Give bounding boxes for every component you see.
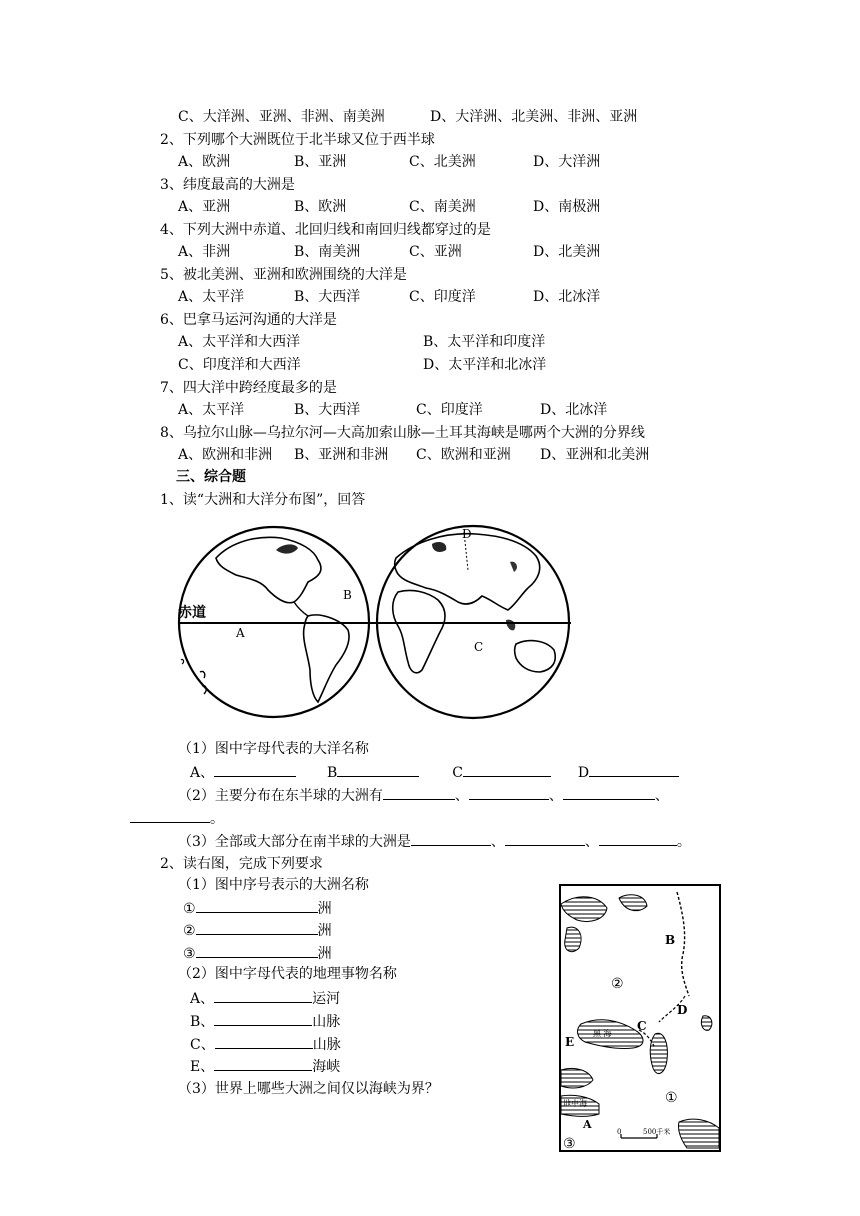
feature-row-c: C、 山脉 bbox=[190, 1034, 341, 1055]
p2-sub3: （3）世界上哪些大洲之间仅以海峡为界？ bbox=[178, 1081, 439, 1097]
q2-option-a[interactable]: A、欧洲 bbox=[178, 154, 231, 170]
feature-row-e: E、 海峡 bbox=[190, 1056, 340, 1077]
blank-c[interactable] bbox=[463, 762, 551, 777]
q2-option-c[interactable]: C、北美洲 bbox=[409, 154, 476, 170]
blank-feature-b[interactable] bbox=[214, 1011, 312, 1026]
feature-row-a: A、 运河 bbox=[190, 988, 340, 1009]
blank-b[interactable] bbox=[337, 762, 419, 777]
q1-option-d: D、大洋洲、北美洲、非洲、亚洲 bbox=[430, 109, 638, 125]
scale-zero: 0 bbox=[617, 1128, 622, 1136]
p2-sub2: （2）图中字母代表的地理事物名称 bbox=[178, 966, 397, 982]
australia-shape bbox=[515, 641, 556, 672]
q3-option-b[interactable]: B、欧洲 bbox=[294, 199, 347, 215]
q4-option-c[interactable]: C、亚洲 bbox=[409, 244, 462, 260]
question-stem-8: 8、乌拉尔山脉—乌拉尔河—大高加索山脉—土耳其海峡是哪两个大洲的分界线 bbox=[160, 425, 645, 441]
blank-label-b: B bbox=[327, 765, 338, 781]
q6-option-c[interactable]: C、印度洋和大西洋 bbox=[178, 357, 301, 373]
black-sea-label: 黑 海 bbox=[593, 1029, 612, 1038]
map2-label-3: ③ bbox=[563, 1136, 576, 1152]
p1-sub2: （2）主要分布在东半球的大洲有 、 、 、 bbox=[178, 785, 669, 806]
caspian-shape bbox=[650, 1033, 667, 1073]
blank-east-2[interactable] bbox=[469, 785, 549, 800]
q2-option-d[interactable]: D、大洋洲 bbox=[533, 154, 601, 170]
q5-option-c[interactable]: C、印度洋 bbox=[409, 289, 476, 305]
blank-d[interactable] bbox=[589, 762, 679, 777]
ocean-label-d: D bbox=[462, 527, 472, 541]
blank-east-3[interactable] bbox=[563, 785, 655, 800]
q4-option-b[interactable]: B、南美洲 bbox=[294, 244, 361, 260]
eurasia-shape bbox=[395, 534, 540, 610]
q3-option-c[interactable]: C、南美洲 bbox=[409, 199, 476, 215]
question-stem-6: 6、巴拿马运河沟通的大洋是 bbox=[160, 312, 337, 328]
q5-option-d[interactable]: D、北冰洋 bbox=[533, 289, 601, 305]
p2-stem: 2、读右图，完成下列要求 bbox=[160, 856, 323, 872]
q7-option-d[interactable]: D、北冰洋 bbox=[540, 402, 608, 418]
map2-label-1: ① bbox=[665, 1090, 678, 1106]
ocean-label-a: A bbox=[236, 626, 245, 640]
continent-row-1: ① 洲 bbox=[183, 898, 332, 919]
equator-label: 赤道 bbox=[178, 605, 206, 621]
continent-row-3: ③ 洲 bbox=[183, 943, 332, 964]
q7-option-c[interactable]: C、印度洋 bbox=[416, 402, 483, 418]
question-stem-3: 3、纬度最高的大洲是 bbox=[160, 177, 295, 193]
blank-south-2[interactable] bbox=[505, 831, 585, 846]
feature-row-b: B、 山脉 bbox=[190, 1011, 340, 1032]
q8-option-a[interactable]: A、欧洲和非洲 bbox=[178, 447, 273, 463]
scale-label: 500千米 bbox=[643, 1128, 671, 1136]
blank-south-1[interactable] bbox=[411, 831, 491, 846]
blank-continent-3[interactable] bbox=[196, 943, 318, 958]
map2-label-d: D bbox=[677, 1003, 688, 1017]
q6-option-b[interactable]: B、太平洋和印度洋 bbox=[423, 334, 546, 350]
continent-row-2: ② 洲 bbox=[183, 920, 332, 941]
blank-feature-c[interactable] bbox=[215, 1034, 313, 1049]
africa-shape bbox=[393, 590, 445, 672]
blank-label-d: D bbox=[577, 765, 590, 781]
q7-option-b[interactable]: B、大西洋 bbox=[294, 402, 361, 418]
p1-stem: 1、读“大洲和大洋分布图”，回答 bbox=[160, 492, 366, 508]
hemispheres-map bbox=[176, 520, 576, 725]
blank-feature-a[interactable] bbox=[214, 988, 312, 1003]
q8-option-c[interactable]: C、欧洲和亚洲 bbox=[416, 447, 511, 463]
p1-sub1-blanks bbox=[190, 762, 679, 783]
q8-option-d[interactable]: D、亚洲和北美洲 bbox=[540, 447, 650, 463]
q6-option-a[interactable]: A、太平洋和大西洋 bbox=[178, 334, 301, 350]
ocean-label-c: C bbox=[474, 640, 484, 654]
map2-label-2: ② bbox=[611, 976, 624, 992]
question-stem-7: 7、四大洋中跨经度最多的是 bbox=[160, 380, 337, 396]
map2-label-a: A bbox=[583, 1118, 592, 1131]
p1-sub2-cont: 。 bbox=[130, 808, 224, 829]
question-stem-5: 5、被北美洲、亚洲和欧洲围绕的大洋是 bbox=[160, 267, 407, 283]
blank-continent-1[interactable] bbox=[196, 898, 318, 913]
q3-option-a[interactable]: A、亚洲 bbox=[178, 199, 231, 215]
map2-label-e: E bbox=[565, 1035, 575, 1049]
blank-label-a: A、 bbox=[190, 765, 215, 781]
q7-option-a[interactable]: A、太平洋 bbox=[178, 402, 245, 418]
blank-feature-e[interactable] bbox=[214, 1056, 312, 1071]
q2-option-b[interactable]: B、亚洲 bbox=[294, 154, 347, 170]
p1-sub1: （1）图中字母代表的大洋名称 bbox=[178, 741, 369, 757]
section-title: 三、综合题 bbox=[176, 469, 246, 485]
ocean-label-b: B bbox=[343, 588, 352, 602]
p1-sub3: （3）全部或大部分在南半球的大洲是 、 、 。 bbox=[178, 831, 691, 852]
question-stem-2: 2、下列哪个大洲既位于北半球又位于西半球 bbox=[160, 132, 435, 148]
q1-option-c: C、大洋洲、亚洲、非洲、南美洲 bbox=[178, 109, 385, 125]
q4-option-d[interactable]: D、北美洲 bbox=[533, 244, 601, 260]
regional-map bbox=[559, 884, 721, 1152]
blank-east-1[interactable] bbox=[383, 785, 455, 800]
map2-label-b: B bbox=[665, 933, 676, 947]
blank-label-c: C bbox=[452, 765, 463, 781]
map2-label-c: C bbox=[637, 1019, 647, 1033]
q5-option-b[interactable]: B、大西洋 bbox=[294, 289, 361, 305]
blank-south-3[interactable] bbox=[599, 831, 677, 846]
north-america-shape bbox=[216, 537, 321, 602]
q4-option-a[interactable]: A、非洲 bbox=[178, 244, 231, 260]
blank-a[interactable] bbox=[214, 762, 296, 777]
q6-option-d[interactable]: D、太平洋和北冰洋 bbox=[423, 357, 547, 373]
q5-option-a[interactable]: A、太平洋 bbox=[178, 289, 245, 305]
p2-sub1: （1）图中序号表示的大洲名称 bbox=[178, 877, 369, 893]
blank-continent-2[interactable] bbox=[196, 920, 318, 935]
question-stem-4: 4、下列大洲中赤道、北回归线和南回归线都穿过的是 bbox=[160, 222, 491, 238]
blank-east-4[interactable] bbox=[130, 808, 210, 823]
med-sea-label: 地中海 bbox=[563, 1099, 587, 1108]
q8-option-b[interactable]: B、亚洲和非洲 bbox=[294, 447, 389, 463]
q3-option-d[interactable]: D、南极洲 bbox=[533, 199, 601, 215]
